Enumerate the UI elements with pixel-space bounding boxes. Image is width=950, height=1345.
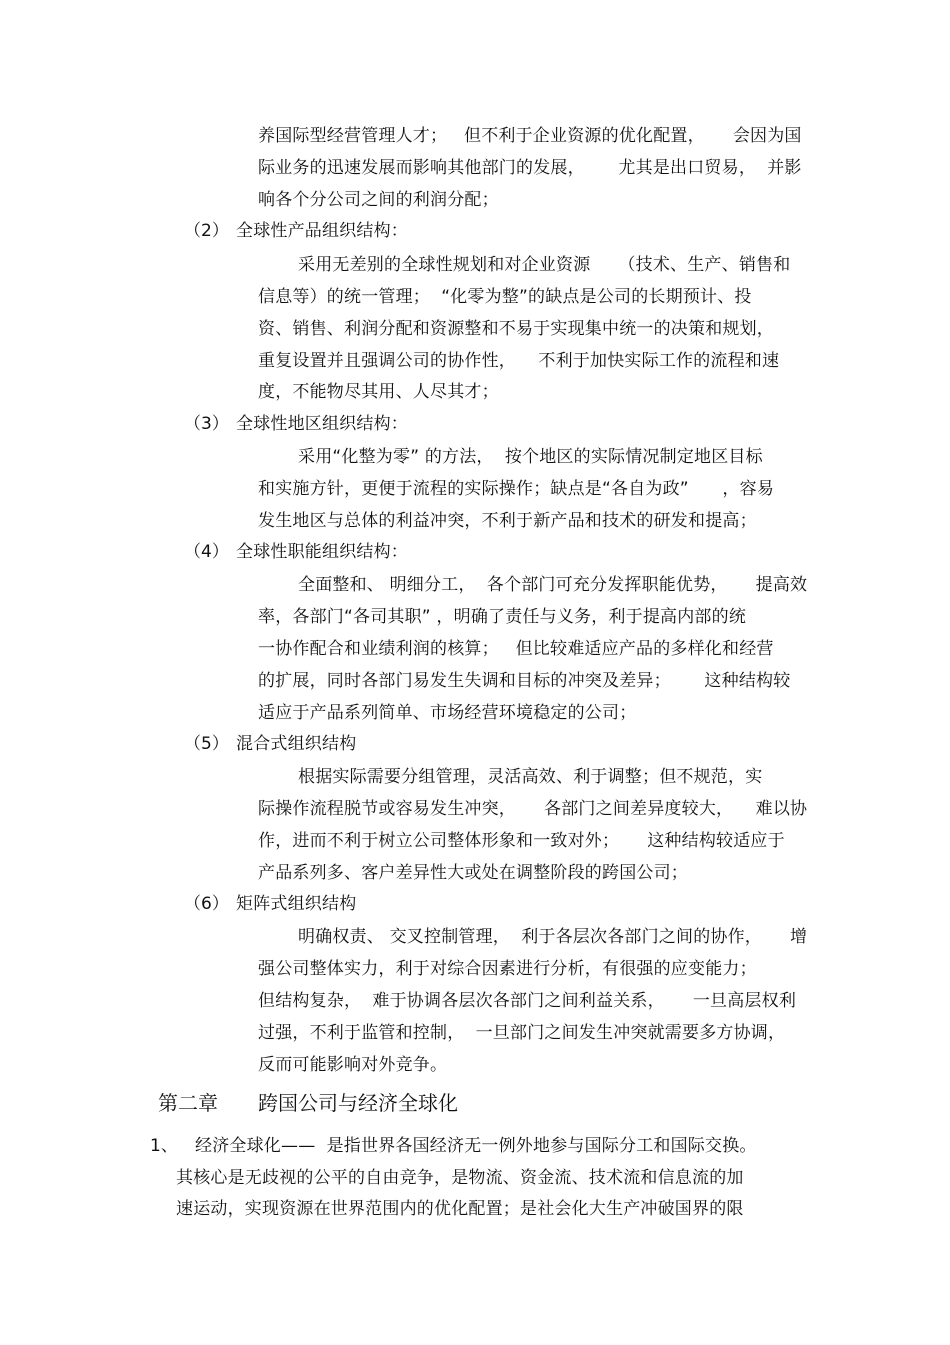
- paragraph-line: 际操作流程脱节或容易发生冲突， 各部门之间差异度较大， 难以协: [258, 799, 808, 819]
- paragraph-line: 作，进而不利于树立公司整体形象和一致对外； 这种结构较适应于: [258, 831, 785, 851]
- paragraph-line: 发生地区与总体的利益冲突，不利于新产品和技术的研发和提高；: [258, 511, 757, 531]
- paragraph-line: 度，不能物尽其用、人尽其才；: [258, 382, 499, 402]
- chapter-title: 跨国公司与经济全球化: [258, 1091, 458, 1115]
- paragraph-line: 强公司整体实力，利于对综合因素进行分析，有很强的应变能力；: [258, 959, 757, 979]
- paragraph-line: 的扩展，同时各部门易发生失调和目标的冲突及差异； 这种结构较: [258, 671, 791, 691]
- item-number: （5）: [184, 734, 229, 754]
- item-heading: 全球性地区组织结构：: [236, 414, 408, 434]
- paragraph-line: 一协作配合和业绩利润的核算； 但比较难适应产品的多样化和经营: [258, 639, 774, 659]
- paragraph-line: 响各个分公司之间的利润分配；: [258, 190, 499, 210]
- item-number: （4）: [184, 542, 229, 562]
- paragraph-line: 产品系列多、客户差异性大或处在调整阶段的跨国公司；: [258, 863, 688, 883]
- paragraph-line: 但结构复杂， 难于协调各层次各部门之间利益关系， 一旦高层权利: [258, 991, 797, 1011]
- paragraph-line: 其核心是无歧视的公平的自由竞争，是物流、资金流、技术流和信息流的加: [176, 1168, 744, 1188]
- item-number: （6）: [184, 894, 229, 914]
- paragraph-line: 明确权责、 交叉控制管理， 利于各层次各部门之间的协作， 增: [298, 927, 808, 947]
- paragraph-line: 过强，不利于监管和控制， 一旦部门之间发生冲突就需要多方协调，: [258, 1023, 786, 1043]
- item-heading: 矩阵式组织结构: [236, 894, 357, 914]
- paragraph-line: 根据实际需要分组管理，灵活高效、利于调整；但不规范，实: [298, 767, 763, 787]
- paragraph-line: 际业务的迅速发展而影响其他部门的发展， 尤其是出口贸易， 并影: [258, 158, 802, 178]
- paragraph-line: 信息等）的统一管理； “化零为整”的缺点是公司的长期预计、投: [258, 287, 752, 307]
- chapter-label: 第二章: [158, 1091, 218, 1115]
- paragraph-line: 反而可能影响对外竞争。: [258, 1055, 448, 1075]
- paragraph-line: 重复设置并且强调公司的协作性， 不利于加快实际工作的流程和速: [258, 351, 780, 371]
- item-heading: 全球性产品组织结构：: [236, 221, 408, 241]
- paragraph-line: 养国际型经营管理人才； 但不利于企业资源的优化配置， 会因为国: [258, 126, 802, 146]
- paragraph-line: 速运动，实现资源在世界范围内的优化配置；是社会化大生产冲破国界的限: [176, 1199, 744, 1219]
- item-heading: 混合式组织结构: [236, 734, 357, 754]
- item-number: （2）: [184, 221, 229, 241]
- item-number: （3）: [184, 414, 229, 434]
- paragraph-line: 全面整和、 明细分工， 各个部门可充分发挥职能优势， 提高效: [298, 575, 808, 595]
- paragraph-line: 经济全球化—— 是指世界各国经济无一例外地参与国际分工和国际交换。: [195, 1136, 757, 1156]
- paragraph-line: 和实施方针，更便于流程的实际操作；缺点是“各自为政” ，容易: [258, 479, 775, 499]
- paragraph-line: 采用无差别的全球性规划和对企业资源 （技术、生产、销售和: [298, 255, 791, 275]
- section-number: 1、: [150, 1136, 178, 1156]
- paragraph-line: 资、销售、利润分配和资源整和不易于实现集中统一的决策和规划，: [258, 319, 774, 339]
- paragraph-line: 采用“化整为零” 的方法， 按个地区的实际情况制定地区目标: [298, 447, 763, 467]
- paragraph-line: 率，各部门“各司其职” ，明确了责任与义务，利于提高内部的统: [258, 607, 747, 627]
- item-heading: 全球性职能组织结构：: [236, 542, 408, 562]
- paragraph-line: 适应于产品系列简单、市场经营环境稳定的公司；: [258, 703, 637, 723]
